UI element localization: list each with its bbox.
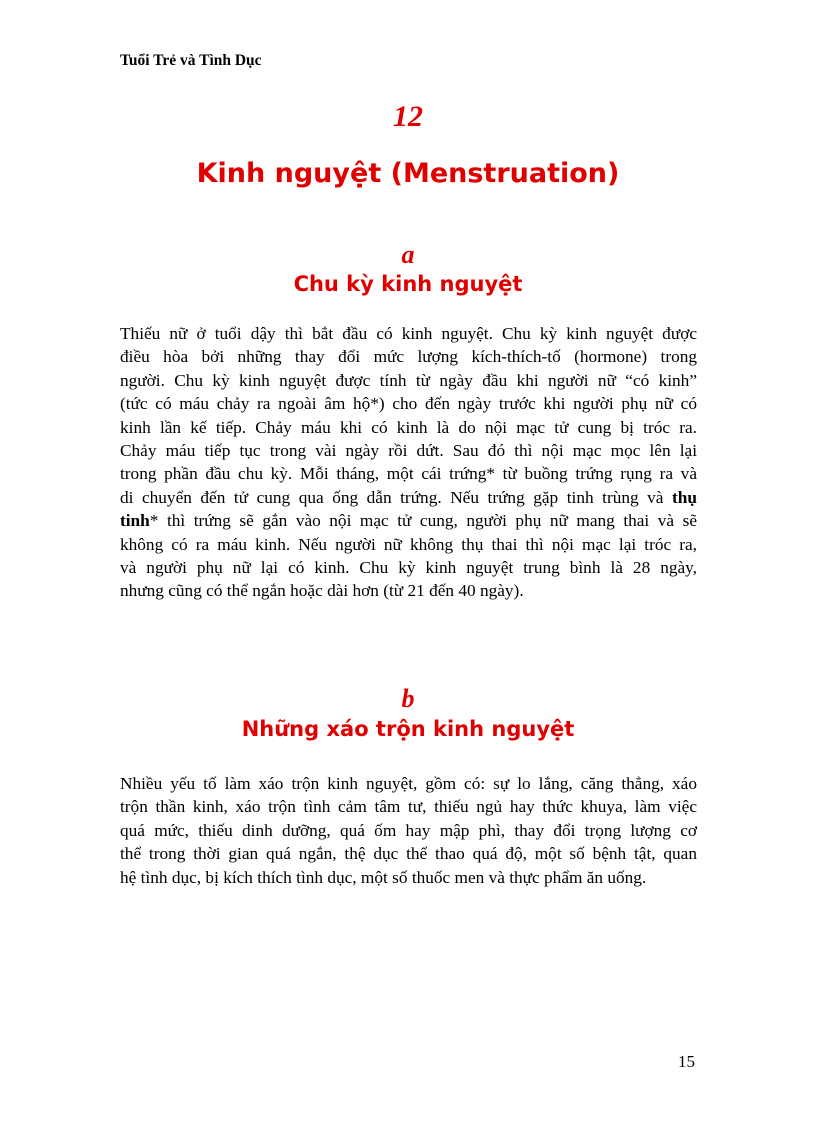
text-line [120,486,697,509]
bold-term: tinh [120,511,150,531]
text-line: điều hòa bởi những thay đổi mức lượng kích-thích-tố (hormone) trong [120,347,697,367]
page-number: 15 [678,1052,695,1071]
text-line: (tức có máu chảy ra ngoài âm hộ*) cho đến ngày trước khi người phụ nữ có [120,394,697,414]
text-line: Thiếu nữ ở tuổi dậy thì bắt đầu có kinh nguyệt. Chu kỳ kinh nguyệt được [120,324,697,343]
bold-term: thụ [672,487,697,507]
text-line: thể trong thời gian quá ngắn, thệ dục thể thao quá độ, một số bệnh tật, quan [120,844,697,864]
section-b-letter: b [401,684,415,713]
text-line: Nhiều yếu tố làm xáo trộn kinh nguyệt, gồm có: sự lo lắng, căng thẳng, xáo [120,774,697,793]
section-b-title: Những xáo trộn kinh nguyệt [241,717,575,741]
text-segment: * thì trứng sẽ gắn vào nội mạc tử cung, người phụ nữ mang thai và sẽ [149,511,697,531]
chapter-title: Kinh nguyệt (Menstruation) [196,158,620,189]
running-header: Tuổi Trẻ và Tình Dục [120,52,262,69]
text-line: trộn thần kinh, xáo trộn tình cảm tâm tư, thiếu ngủ hay thức khuya, làm việc [120,797,697,817]
text-line: hệ tình dục, bị kích thích tình dục, một số thuốc men và thực phẩm ăn uống. [120,867,647,887]
section-a-title: Chu kỳ kinh nguyệt [293,272,523,296]
text-line: quá mức, thiếu dinh dưỡng, quá ốm hay mập phì, thay đổi trọng lượng cơ [120,820,697,840]
text-segment: di chuyển đến tử cung qua ống dẫn trứng. Nếu trứng gặp tinh trùng và [120,487,673,507]
section-a-letter: a [401,240,415,269]
text-line: Chảy máu tiếp tục trong vài ngày rồi dứt. Sau đó thì nội mạc mọc lên lại [120,440,697,460]
text-line [120,509,697,532]
text-line: nhưng cũng có thể ngắn hoặc dài hơn (từ 21 đến 40 ngày). [120,581,524,601]
text-line: và người phụ nữ lại có kinh. Chu kỳ kinh nguyệt trung bình là 28 ngày, [120,557,697,577]
section-a-paragraph [120,322,697,603]
text-line: trong phần đầu chu kỳ. Mỗi tháng, một cái trứng* từ buồng trứng rụng ra và [120,464,697,484]
text-line: kinh lần kế tiếp. Chảy máu khi có kinh là do nội mạc tử cung bị tróc ra. [120,417,697,437]
chapter-number: 12 [393,100,423,133]
section-b-paragraph [120,772,697,889]
text-line: không có ra máu kinh. Nếu người nữ không thụ thai thì nội mạc lại tróc ra, [120,534,697,554]
text-line: người. Chu kỳ kinh nguyệt được tính từ ngày đầu khi người nữ “có kinh” [120,370,697,390]
